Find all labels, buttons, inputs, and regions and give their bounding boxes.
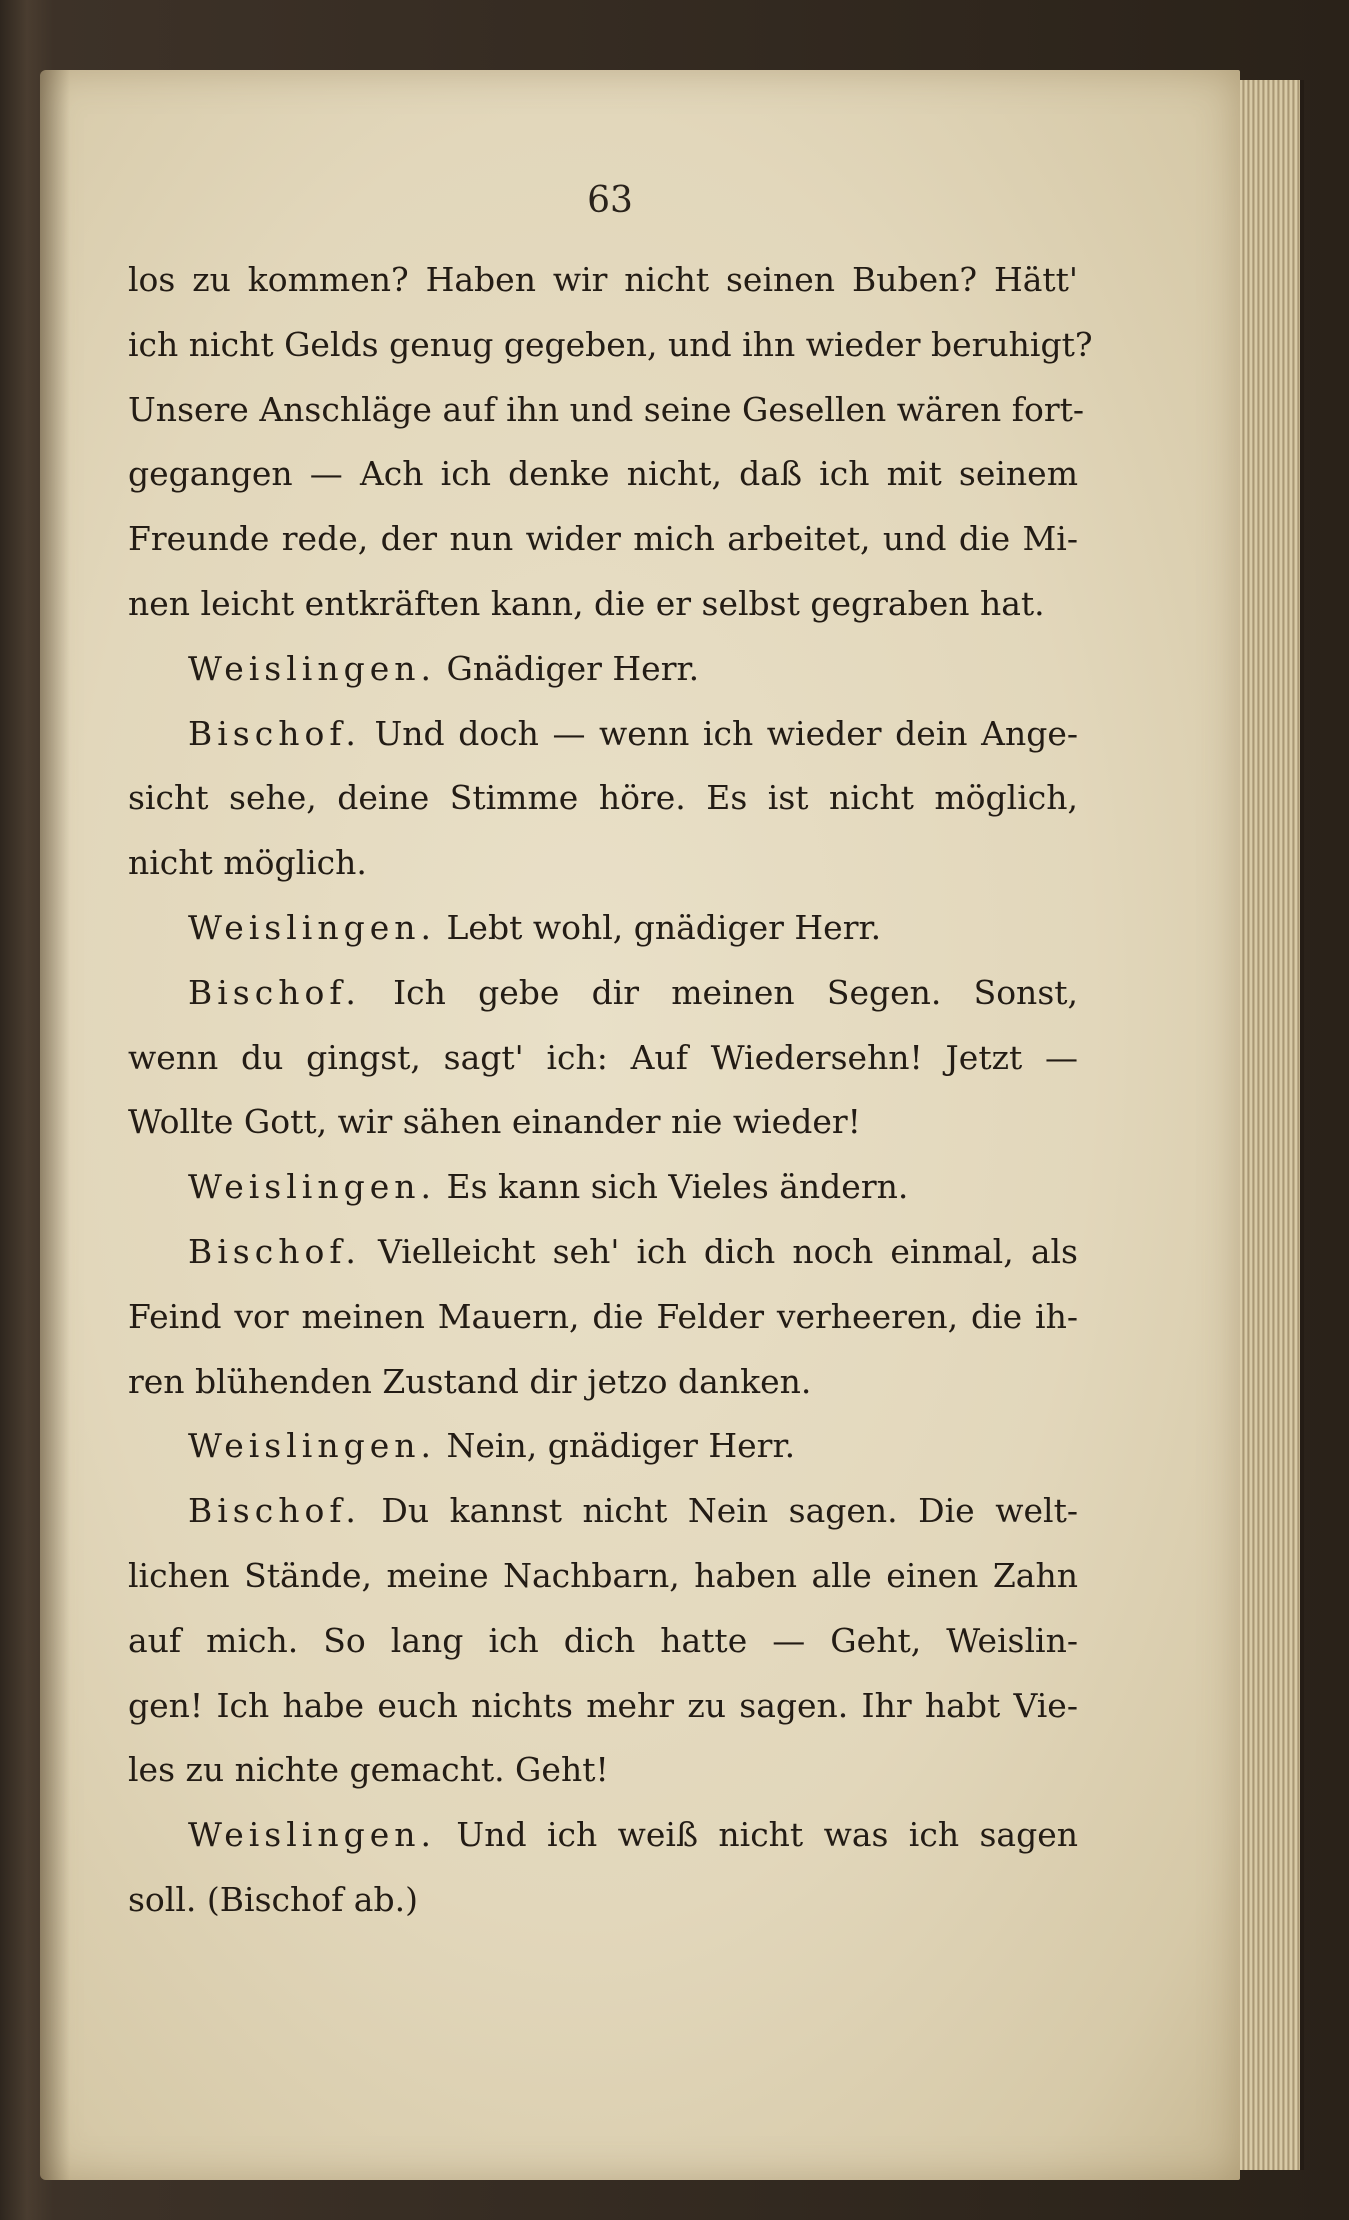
speaker-name: Weislingen. [188, 648, 437, 688]
speech-line [128, 1414, 1078, 1479]
speech-line [128, 896, 1078, 961]
speaker-name: Bischof. [188, 1231, 361, 1271]
speaker-name: Bischof. [188, 713, 361, 753]
line-text: Vielleicht seh' ich dich noch einmal, als [377, 1231, 1078, 1271]
line-text: Gnädiger Herr. [446, 648, 700, 688]
speech-line [128, 1220, 1078, 1285]
text-line [128, 831, 1078, 896]
text-line [128, 313, 1093, 378]
line-text: lichen Stände, meine Nachbarn, haben alle einen Zahn [128, 1555, 1078, 1595]
text-line [128, 572, 1078, 637]
book-page-edges [1240, 80, 1304, 2170]
speaker-name: Weislingen. [188, 1426, 437, 1466]
text-line [128, 1090, 1078, 1155]
body-text [128, 248, 1093, 1933]
line-text: wenn du gingst, sagt' ich: Auf Wiedersehn! Jetzt — [128, 1037, 1078, 1077]
line-text: Lebt wohl, gnädiger Herr. [446, 907, 882, 947]
line-text: ren blühenden Zustand dir jetzo danken. [128, 1361, 812, 1401]
speech-line [128, 637, 1078, 702]
line-text: les zu nichte gemacht. Geht! [128, 1750, 609, 1790]
page-number: 63 [587, 180, 633, 221]
text-line [128, 507, 1078, 572]
speaker-name: Weislingen. [188, 1815, 437, 1855]
text-line [128, 1674, 1078, 1739]
line-text: Wollte Gott, wir sähen einander nie wieder! [128, 1102, 861, 1142]
line-text: sicht sehe, deine Stimme höre. Es ist nicht möglich, [128, 778, 1078, 818]
text-line [128, 766, 1078, 831]
line-text: Nein, gnädiger Herr. [446, 1426, 796, 1466]
line-text: nicht möglich. [128, 843, 367, 883]
speech-line [128, 1479, 1078, 1544]
speaker-name: Weislingen. [188, 907, 437, 947]
line-text: soll. (Bischof ab.) [128, 1879, 418, 1919]
speech-line [128, 1803, 1078, 1868]
line-text: gegangen — Ach ich denke nicht, daß ich mit seinem [128, 454, 1078, 494]
speech-line [128, 1155, 1078, 1220]
text-line [128, 1738, 1078, 1803]
text-line [128, 1544, 1078, 1609]
line-text: Freunde rede, der nun wider mich arbeitet, und die Mi- [128, 519, 1078, 559]
speech-line [128, 961, 1078, 1026]
text-line [128, 442, 1078, 507]
speech-line [128, 702, 1078, 767]
line-text: Du kannst nicht Nein sagen. Die welt- [381, 1491, 1078, 1531]
line-text: auf mich. So lang ich dich hatte — Geht, Weislin- [128, 1620, 1078, 1660]
text-line [128, 1285, 1078, 1350]
line-text: ich nicht Gelds genug gegeben, und ihn wieder beruhigt? [128, 324, 1093, 364]
line-text: Unsere Anschläge auf ihn und seine Gesellen wären fort- [128, 389, 1085, 429]
line-text: Und ich weiß nicht was ich sagen [456, 1815, 1078, 1855]
line-text: Es kann sich Vieles ändern. [446, 1167, 909, 1207]
text-line [128, 1350, 1078, 1415]
speaker-name: Weislingen. [188, 1167, 437, 1207]
line-text: nen leicht entkräften kann, die er selbst gegraben hat. [128, 583, 1045, 623]
line-text: gen! Ich habe euch nichts mehr zu sagen. Ihr habt Vie- [128, 1685, 1078, 1725]
text-line [128, 1868, 1078, 1933]
text-line [128, 1609, 1078, 1674]
line-text: los zu kommen? Haben wir nicht seinen Buben? Hätt' [128, 260, 1078, 299]
text-line [128, 378, 1085, 443]
text-line [128, 248, 1078, 313]
speaker-name: Bischof. [188, 972, 361, 1012]
line-text: Ich gebe dir meinen Segen. Sonst, [393, 972, 1079, 1012]
page-gutter-shadow [40, 70, 70, 2180]
line-text: Feind vor meinen Mauern, die Felder verheeren, die ih- [128, 1296, 1078, 1336]
speaker-name: Bischof. [188, 1491, 361, 1531]
text-line [128, 1026, 1078, 1091]
line-text: Und doch — wenn ich wieder dein Ange- [374, 713, 1078, 753]
